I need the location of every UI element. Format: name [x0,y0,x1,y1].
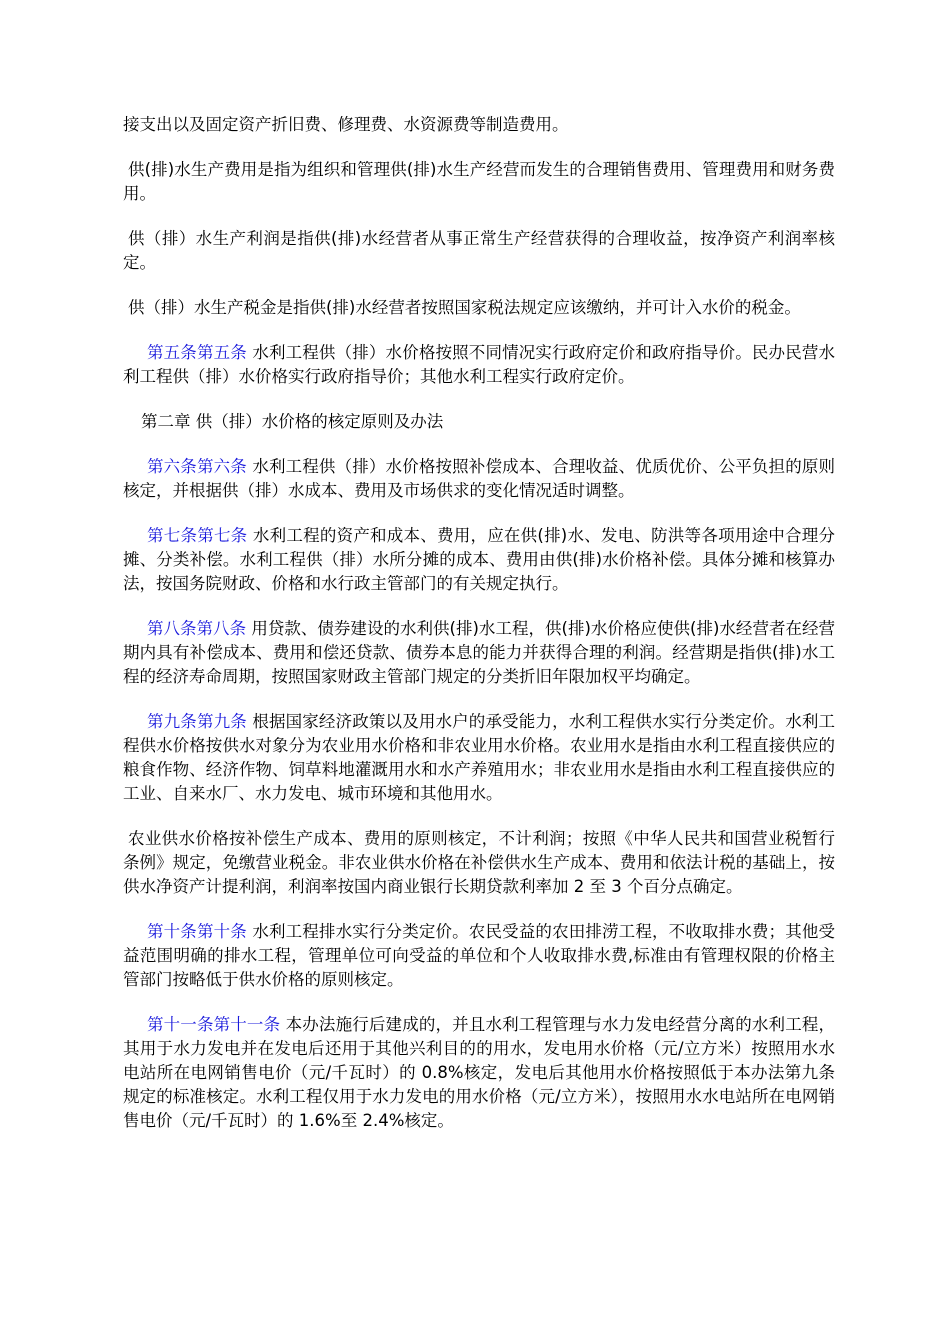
paragraph-manufacturing-cost: 接支出以及固定资产折旧费、修理费、水资源费等制造费用。 [123,115,569,134]
article-11 [123,1013,835,1133]
article-11-text: 本办法施行后建成的，并且水利工程管理与水力发电经营分离的水利工程，其用于水力发电并在发电后还用于其他兴利目的的用水，发电用水价格（元/立方米）按照用水水电站所在电网销售电价（元/千瓦时）的 0.8%核定，发电后其他用水价格按照低于本办法第九条规定的标准核定。水利工程仅用于水力发电的用水价格（元/立方米），按照用水水电站所在电网销售电价（元/千瓦时）的 1.6%至 2.4%核定。 [123,1015,836,1130]
chapter-2-heading: 第二章 供（排）水价格的核定原则及办法 [141,412,444,431]
article-5 [123,341,835,389]
article-8-text: 用贷款、债券建设的水利供(排)水工程，供(排)水价格应使供(排)水经营者在经营期内具有补偿成本、费用和偿还贷款、债券本息的能力并获得合理的利润。经营期是指供(排)水工程的经济寿命周期，按照国家财政主管部门规定的分类折旧年限加权平均确定。 [123,619,836,686]
paragraph-production-expense: 供(排)水生产费用是指为组织和管理供(排)水生产经营而发生的合理销售费用、管理费用和财务费用。 [123,160,835,203]
article-6 [123,455,835,503]
paragraph-agricultural-price: 农业供水价格按补偿生产成本、费用的原则核定，不计利润；按照《中华人民共和国营业税暂行条例》规定，免缴营业税金。非农业供水价格在补偿供水生产成本、费用和依法计税的基础上，按供水净资产计提利润，利润率按国内商业银行长期贷款利率加 2 至 3 个百分点确定。 [123,829,835,896]
article-7 [123,524,835,596]
article-6-number: 第六条第六条 [147,457,247,476]
article-10-text: 水利工程排水实行分类定价。农民受益的农田排涝工程，不收取排水费；其他受益范围明确的排水工程，管理单位可向受益的单位和个人收取排水费,标准由有管理权限的价格主管部门按略低于供水价格的原则核定。 [123,922,836,989]
article-8-number: 第八条第八条 [147,619,247,638]
article-7-number: 第七条第七条 [147,526,248,545]
article-9-text: 根据国家经济政策以及用水户的承受能力，水利工程供水实行分类定价。水利工程供水价格按供水对象分为农业用水价格和非农业用水价格。农业用水是指由水利工程直接供应的粮食作物、经济作物、饲草料地灌溉用水和水产养殖用水；非农业用水是指由水利工程直接供应的工业、自来水厂、水力发电、城市环境和其他用水。 [123,712,836,803]
article-7-text: 水利工程的资产和成本、费用，应在供(排)水、发电、防洪等各项用途中合理分摊、分类补偿。水利工程供（排）水所分摊的成本、费用由供(排)水价格补偿。具体分摊和核算办法，按国务院财政、价格和水行政主管部门的有关规定执行。 [123,526,836,593]
article-9-number: 第九条第九条 [147,712,247,731]
paragraph-production-tax: 供（排）水生产税金是指供(排)水经营者按照国家税法规定应该缴纳，并可计入水价的税金。 [128,298,801,317]
article-5-number: 第五条第五条 [147,343,247,362]
article-10-number: 第十条第十条 [147,922,247,941]
article-10 [123,920,835,992]
paragraph-production-profit: 供（排）水生产利润是指供(排)水经营者从事正常生产经营获得的合理收益，按净资产利润率核定。 [123,229,835,272]
article-6-text: 水利工程供（排）水价格按照补偿成本、合理收益、优质优价、公平负担的原则核定，并根据供（排）水成本、费用及市场供求的变化情况适时调整。 [123,457,836,500]
article-8 [123,617,835,689]
article-5-text: 水利工程供（排）水价格按照不同情况实行政府定价和政府指导价。民办民营水利工程供（排）水价格实行政府指导价；其他水利工程实行政府定价。 [123,343,836,386]
document-page [123,113,835,1154]
article-9 [123,710,835,806]
article-11-number: 第十一条第十一条 [147,1015,281,1034]
